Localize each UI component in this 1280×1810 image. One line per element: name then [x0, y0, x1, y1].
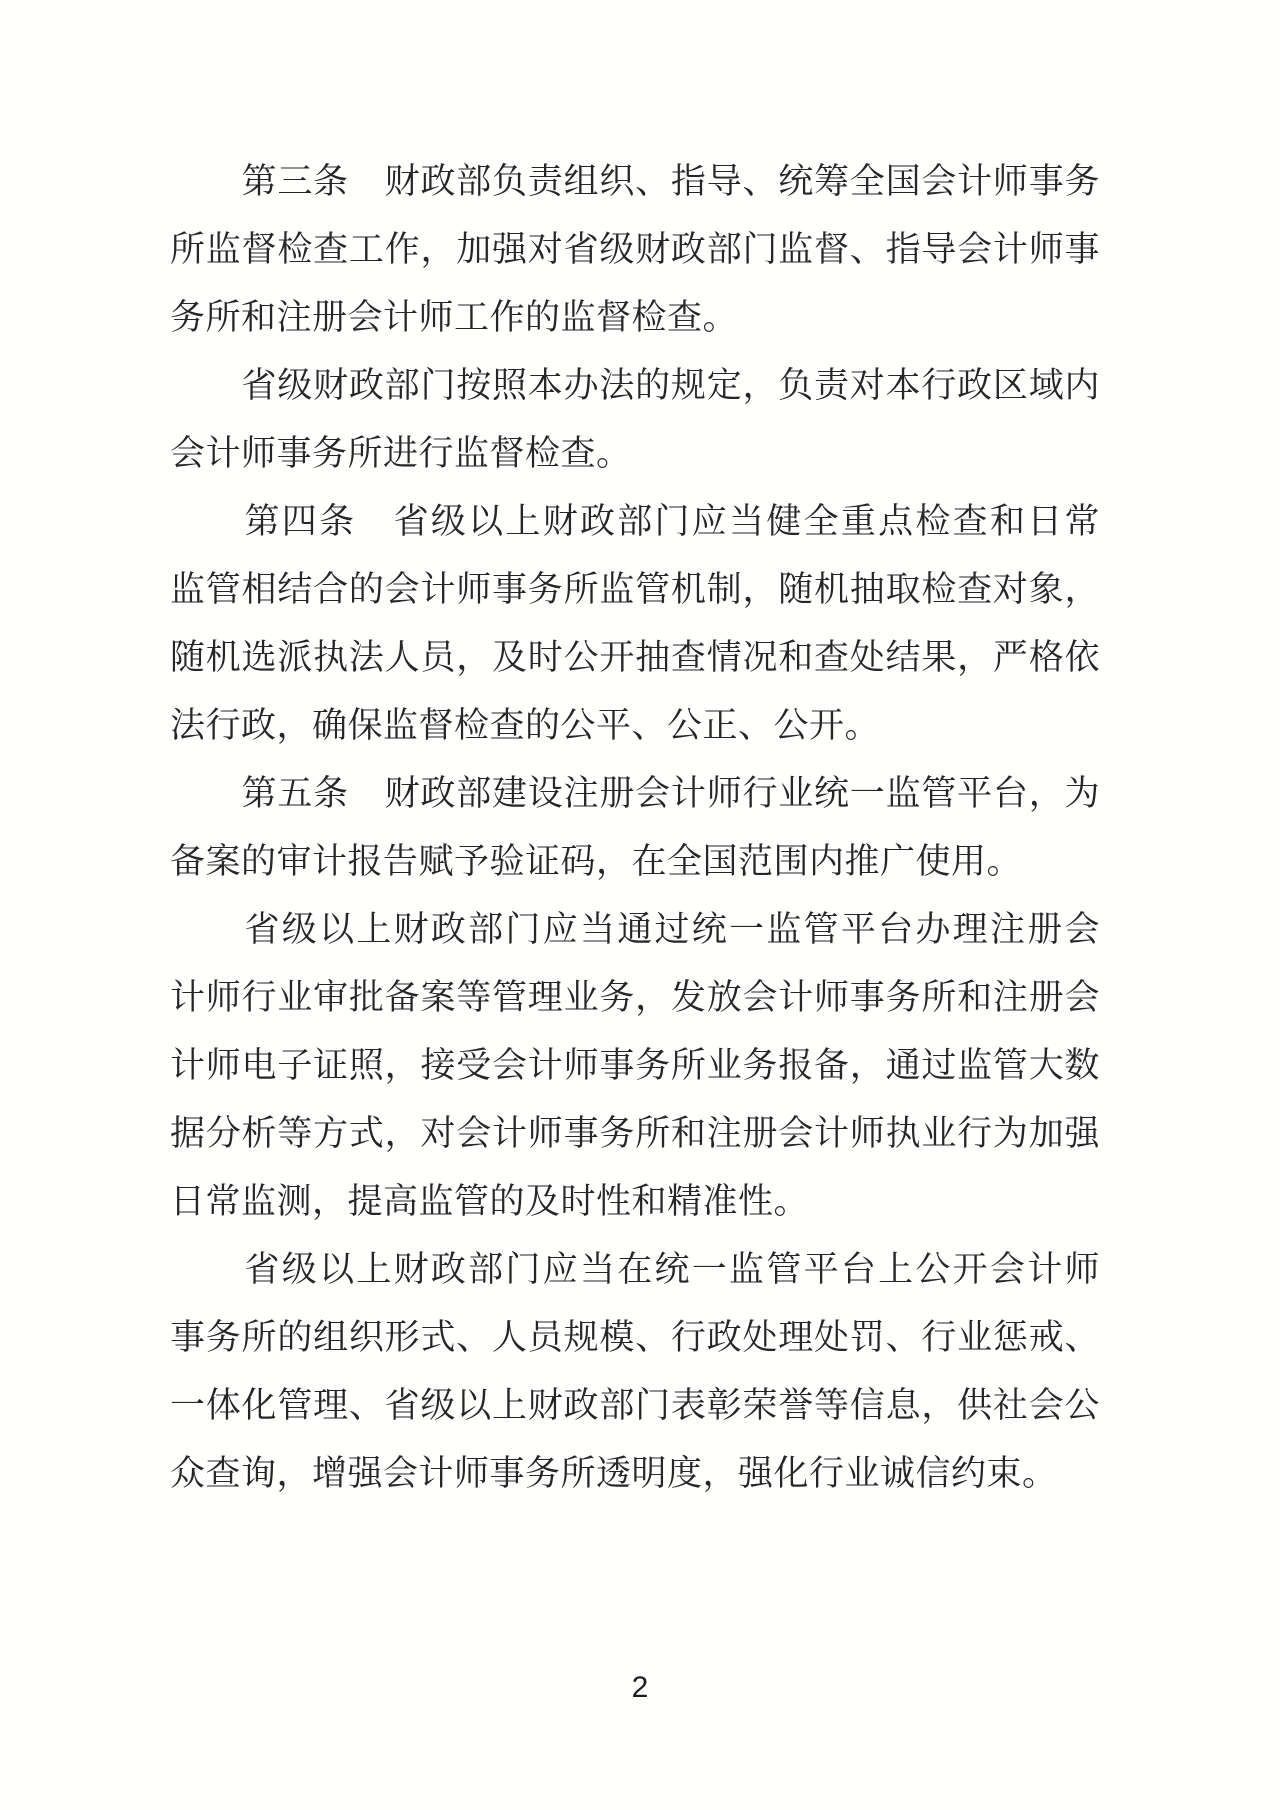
document-body-text	[170, 148, 1100, 1508]
document-line: 第四条 省级以上财政部门应当健全重点检查和日常	[170, 502, 1100, 541]
document-line: 省级以上财政部门应当在统一监管平台上公开会计师	[170, 1250, 1100, 1289]
document-line: 计师电子证照，接受会计师事务所业务报备，通过监管大数	[170, 1046, 1100, 1085]
document-line: 务所和注册会计师工作的监督检查。	[170, 298, 739, 337]
page-number: 2	[631, 1671, 649, 1704]
document-line: 随机选派执法人员，及时公开抽查情况和查处结果，严格依	[170, 638, 1100, 677]
document-line: 第三条 财政部负责组织、指导、统筹全国会计师事务	[170, 162, 1100, 201]
document-line: 一体化管理、省级以上财政部门表彰荣誉等信息，供社会公	[170, 1386, 1100, 1425]
document-line: 事务所的组织形式、人员规模、行政处理处罚、行业惩戒、	[170, 1318, 1100, 1357]
document-line: 监管相结合的会计师事务所监管机制，随机抽取检查对象，	[170, 570, 1100, 609]
document-line: 法行政，确保监督检查的公平、公正、公开。	[170, 706, 881, 745]
document-line: 第五条 财政部建设注册会计师行业统一监管平台，为	[170, 774, 1100, 813]
document-line: 所监督检查工作，加强对省级财政部门监督、指导会计师事	[170, 230, 1100, 269]
document-line: 日常监测，提高监管的及时性和精准性。	[170, 1182, 810, 1221]
document-line: 会计师事务所进行监督检查。	[170, 434, 632, 473]
document-line: 省级财政部门按照本办法的规定，负责对本行政区域内	[170, 366, 1100, 405]
document-line: 据分析等方式，对会计师事务所和注册会计师执业行为加强	[170, 1114, 1100, 1153]
document-line: 省级以上财政部门应当通过统一监管平台办理注册会	[170, 910, 1100, 949]
document-line: 备案的审计报告赋予验证码，在全国范围内推广使用。	[170, 842, 1023, 881]
document-line: 众查询，增强会计师事务所透明度，强化行业诚信约束。	[170, 1454, 1058, 1493]
document-line: 计师行业审批备案等管理业务，发放会计师事务所和注册会	[170, 978, 1100, 1017]
